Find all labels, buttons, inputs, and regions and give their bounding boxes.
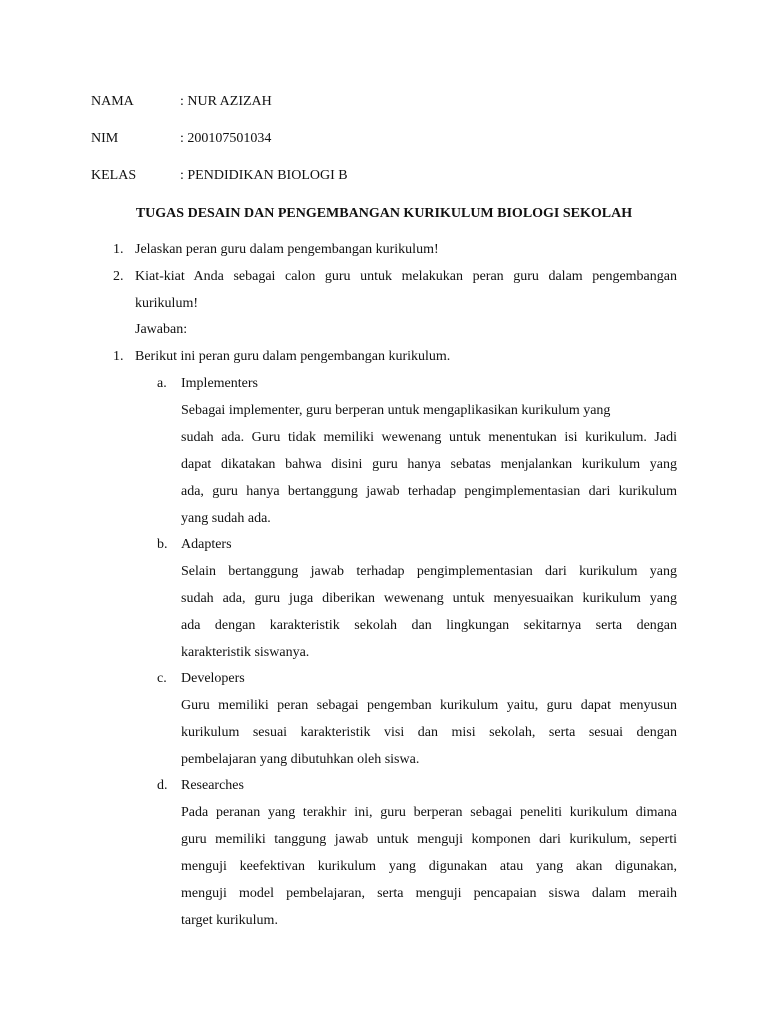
paragraph-line: yang sudah ada. bbox=[181, 511, 271, 526]
nim-value: : 200107501034 bbox=[180, 131, 272, 146]
paragraph-line: sudah ada, guru juga diberikan wewenang untuk menyesuaikan kurikulum yang bbox=[181, 591, 677, 606]
answer-intro: Berikut ini peran guru dalam pengembangan kurikulum. bbox=[135, 349, 451, 364]
list-item-heading: Developers bbox=[181, 671, 245, 686]
paragraph-line: Guru memiliki peran sebagai pengemban kurikulum yaitu, guru dapat menyusun bbox=[181, 698, 677, 713]
nama-label: NAMA bbox=[91, 94, 134, 109]
nama-value: : NUR AZIZAH bbox=[180, 94, 272, 109]
paragraph-line: target kurikulum. bbox=[181, 913, 278, 928]
question-number: 1. bbox=[113, 242, 124, 257]
nim-row bbox=[91, 129, 271, 149]
document-title: TUGAS DESAIN DAN PENGEMBANGAN KURIKULUM BIOLOGI SEKOLAH bbox=[135, 206, 633, 221]
kelas-value: : PENDIDIKAN BIOLOGI B bbox=[180, 168, 348, 183]
nama-row bbox=[91, 92, 272, 112]
paragraph-line: pembelajaran yang dibutuhkan oleh siswa. bbox=[181, 752, 420, 767]
kelas-row bbox=[91, 166, 348, 186]
paragraph-line: menguji keefektivan kurikulum yang digunakan atau yang akan digunakan, bbox=[181, 859, 677, 874]
question-number: 2. bbox=[113, 269, 124, 284]
question-text-line: kurikulum! bbox=[135, 296, 198, 311]
paragraph-line: Pada peranan yang terakhir ini, guru berperan sebagai peneliti kurikulum dimana bbox=[181, 805, 677, 820]
question-text: Jelaskan peran guru dalam pengembangan kurikulum! bbox=[135, 242, 439, 257]
paragraph-line: ada, guru hanya bertanggung jawab terhadap pengimplementasian dari kurikulum bbox=[181, 484, 677, 499]
paragraph-line: dapat dikatakan bahwa disini guru hanya sebatas menjalankan kurikulum yang bbox=[181, 457, 677, 472]
list-item-letter: c. bbox=[157, 671, 167, 686]
list-item-letter: b. bbox=[157, 537, 168, 552]
paragraph-line: kurikulum sesuai karakteristik visi dan misi sekolah, serta sesuai dengan bbox=[181, 725, 677, 740]
list-item-letter: a. bbox=[157, 376, 167, 391]
paragraph-line: guru memiliki tanggung jawab untuk menguji komponen dari kurikulum, seperti bbox=[181, 832, 677, 847]
list-item-letter: d. bbox=[157, 778, 168, 793]
jawaban-label: Jawaban: bbox=[135, 322, 188, 337]
paragraph-line: Sebagai implementer, guru berperan untuk mengaplikasikan kurikulum yang bbox=[181, 403, 611, 418]
paragraph-line: karakteristik siswanya. bbox=[181, 645, 310, 660]
answer-number: 1. bbox=[113, 349, 124, 364]
question-text-line: Kiat-kiat Anda sebagai calon guru untuk melakukan peran guru dalam pengembangan bbox=[135, 269, 677, 284]
paragraph-line: ada dengan karakteristik sekolah dan lingkungan sekitarnya serta dengan bbox=[181, 618, 677, 633]
list-item-heading: Researches bbox=[181, 778, 244, 793]
list-item-heading: Implementers bbox=[181, 376, 258, 391]
kelas-label: KELAS bbox=[91, 168, 137, 183]
paragraph-line: Selain bertanggung jawab terhadap pengimplementasian dari kurikulum yang bbox=[181, 564, 677, 579]
nim-label: NIM bbox=[91, 131, 119, 146]
paragraph-line: sudah ada. Guru tidak memiliki wewenang untuk menentukan isi kurikulum. Jadi bbox=[181, 430, 677, 445]
paragraph-line: menguji model pembelajaran, serta menguji pencapaian siswa dalam meraih bbox=[181, 886, 677, 901]
list-item-heading: Adapters bbox=[181, 537, 232, 552]
